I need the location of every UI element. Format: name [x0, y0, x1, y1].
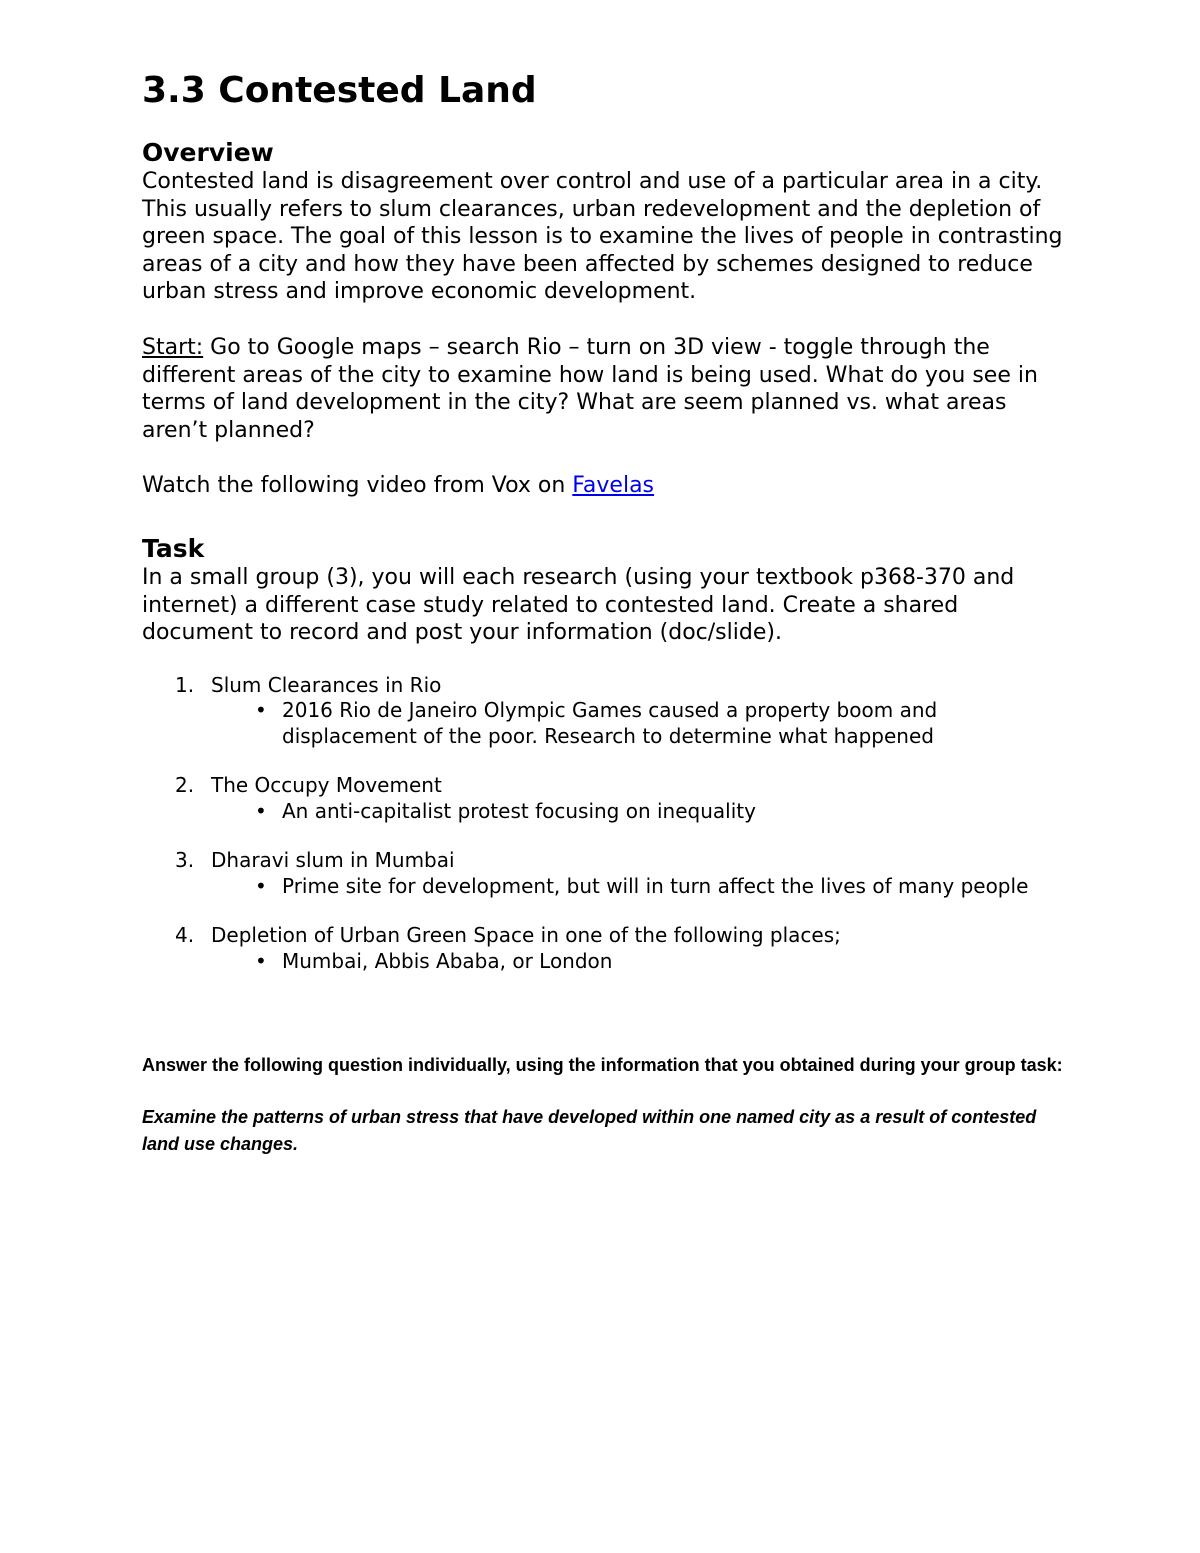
- sub-list-item-text: 2016 Rio de Janeiro Olympic Games caused a property boom and displacement of the poor. Research to determine what happened: [282, 698, 938, 748]
- list-item-title: Slum Clearances in Rio: [211, 672, 442, 697]
- list-item: [142, 673, 1072, 750]
- list-item: [142, 923, 1072, 974]
- list-item-number: 4.: [175, 923, 195, 948]
- question-instruction: Answer the following question individually, using the information that you obtained during your group task:: [142, 1055, 1063, 1076]
- sub-list-item: [211, 799, 1072, 825]
- case-study-list: [142, 673, 1072, 975]
- task-heading: Task: [142, 533, 205, 563]
- sub-list: [211, 874, 1072, 900]
- list-item-title: Depletion of Urban Green Space in one of the following places;: [211, 923, 841, 948]
- bullet-icon: •: [255, 873, 267, 898]
- favelas-link[interactable]: Favelas: [572, 473, 655, 499]
- list-item-title: Dharavi slum in Mumbai: [211, 848, 455, 873]
- start-label: Start:: [142, 334, 204, 360]
- list-item: [142, 773, 1072, 824]
- document-page: [142, 66, 1072, 1176]
- watch-text: Watch the following video from Vox on: [142, 473, 573, 499]
- sub-list-item-text: Prime site for development, but will in turn affect the lives of many people: [282, 873, 1029, 898]
- overview-text: Contested land is disagreement over control and use of a particular area in a city. This usually refers to slum clearances, urban redevelopment and the depletion of green space. The goal of this lesson is to examine the lives of people in contrasting areas of a city and how they have been affected by schemes designed to reduce urban stress and improve economic development.: [142, 169, 1063, 305]
- watch-paragraph: [142, 472, 1072, 500]
- list-item-number: 1.: [175, 672, 195, 697]
- list-item-title: The Occupy Movement: [211, 773, 442, 798]
- bullet-icon: •: [255, 798, 267, 823]
- sub-list-item: [211, 874, 1072, 900]
- task-text: In a small group (3), you will each research (using your textbook p368-370 and internet) a different case study related to contested land. Create a shared document to record and post your information (doc/slide).: [142, 564, 1015, 646]
- sub-list: [211, 799, 1072, 825]
- sub-list: [211, 949, 1072, 975]
- start-paragraph: [142, 334, 1072, 444]
- sub-list: [211, 698, 1072, 749]
- bullet-icon: •: [255, 948, 267, 973]
- bullet-icon: •: [255, 698, 267, 723]
- start-text: Go to Google maps – search Rio – turn on 3D view - toggle through the different areas of the city to examine how land is being used. What do you see in terms of land development in the city? What are seem planned vs. what areas aren’t planned?: [142, 334, 1038, 443]
- sub-list-item: [211, 698, 1072, 749]
- essay-prompt: Examine the patterns of urban stress that have developed within one named city as a result of contested land use changes.: [142, 1107, 1037, 1155]
- list-item-number: 2.: [175, 773, 195, 798]
- overview-heading: Overview: [142, 138, 274, 167]
- page-title: 3.3 Contested Land: [142, 70, 537, 111]
- sub-list-item-text: Mumbai, Abbis Ababa, or London: [282, 948, 613, 973]
- list-item-number: 3.: [175, 848, 195, 873]
- sub-list-item: [211, 949, 1072, 975]
- sub-list-item-text: An anti-capitalist protest focusing on inequality: [282, 798, 756, 823]
- list-item: [142, 848, 1072, 899]
